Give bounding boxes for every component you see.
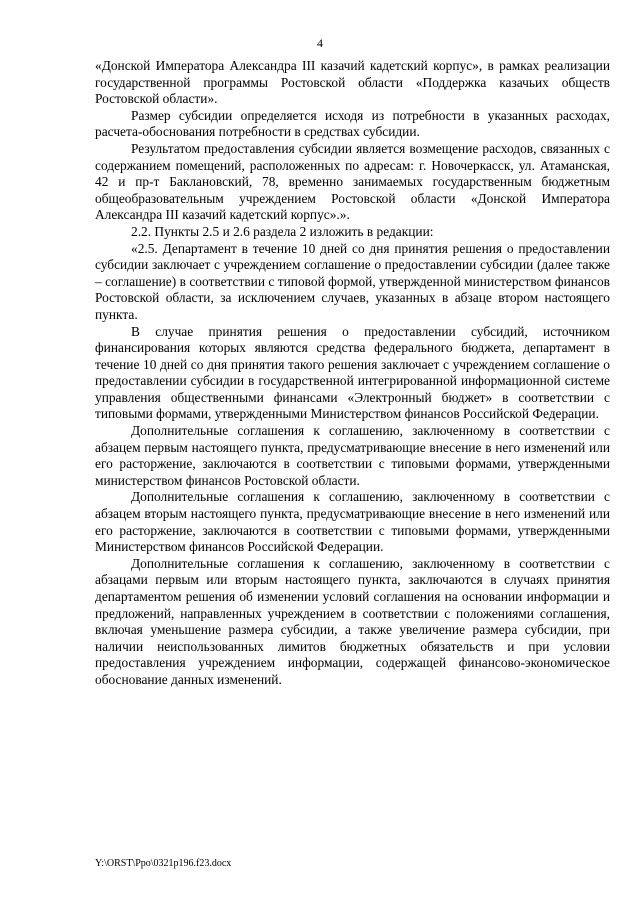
paragraph: В случае принятия решения о предоставлении субсидий, источником финансирования которых являются средства федерального бюджета, департамент в течение 10 дней со дня принятия такого решения заключает с учреждением соглашение о предоставлении субсидии в государственной интегрированной информационной системе управления общественными финансами «Электронный бюджет» в соответствии с типовыми формами, утвержденными Министерством финансов Российской Федерации. [95,323,610,422]
document-body [95,58,610,689]
paragraph: 2.2. Пункты 2.5 и 2.6 раздела 2 изложить в редакции: [131,223,434,239]
paragraph: Дополнительные соглашения к соглашению, заключенному в соответствии с абзацем вторым настоящего пункта, предусматривающие внесение в него изменений или его расторжение, заключаются в соответствии с типовыми формами, утвержденными Министерством финансов Российской Федерации. [95,489,610,555]
paragraph: «2.5. Департамент в течение 10 дней со дня принятия решения о предоставлении субсидии заключает с учреждением соглашение о предоставлении субсидии (далее также – соглашение) в соответствии с типовой формой, утвержденной министерством финансов Ростовской области, за исключением случаев, указанных в абзаце втором настоящего пункта. [95,240,610,322]
page-number: 4 [317,36,323,50]
paragraph: Размер субсидии определяется исходя из потребности в указанных расходах, расчета-обоснования потребности в средствах субсидии. [95,107,610,140]
paragraph: Дополнительные соглашения к соглашению, заключенному в соответствии с абзацами первым или вторым настоящего пункта, заключаются в случаях принятия департаментом решения об изменении условий соглашения на основании информации и предложений, направленных учреждением в соответствии с положениями соглашения, включая уменьшение размера субсидии, а также увеличение размера субсидии, при наличии неиспользованных лимитов бюджетных обязательств и при условии предоставления учреждением информации, содержащей финансово-экономическое обоснование данных изменений. [95,555,610,687]
paragraph: Результатом предоставления субсидии является возмещение расходов, связанных с содержанием помещений, расположенных по адресам: г. Новочеркасск, ул. Атаманская, 42 и пр-т Баклановский, 78, временно занимаемых государственным бюджетным общеобразовательным учреждением Ростовской области «Донской Императора Александра III казачий кадетский корпус».». [95,140,610,223]
paragraph: Дополнительные соглашения к соглашению, заключенному в соответствии с абзацем первым настоящего пункта, предусматривающие внесение в него изменений или его расторжение, заключаются в соответствии с типовыми формами, утвержденными министерством финансов Ростовской области. [95,423,610,488]
footer-file-path: Y:\ORST\Ppo\0321p196.f23.docx [95,858,232,869]
paragraph: «Донской Императора Александра III казачий кадетский корпус», в рамках реализации государственной программы Ростовской области «Поддержка казачьих обществ Ростовской области». [95,58,610,107]
